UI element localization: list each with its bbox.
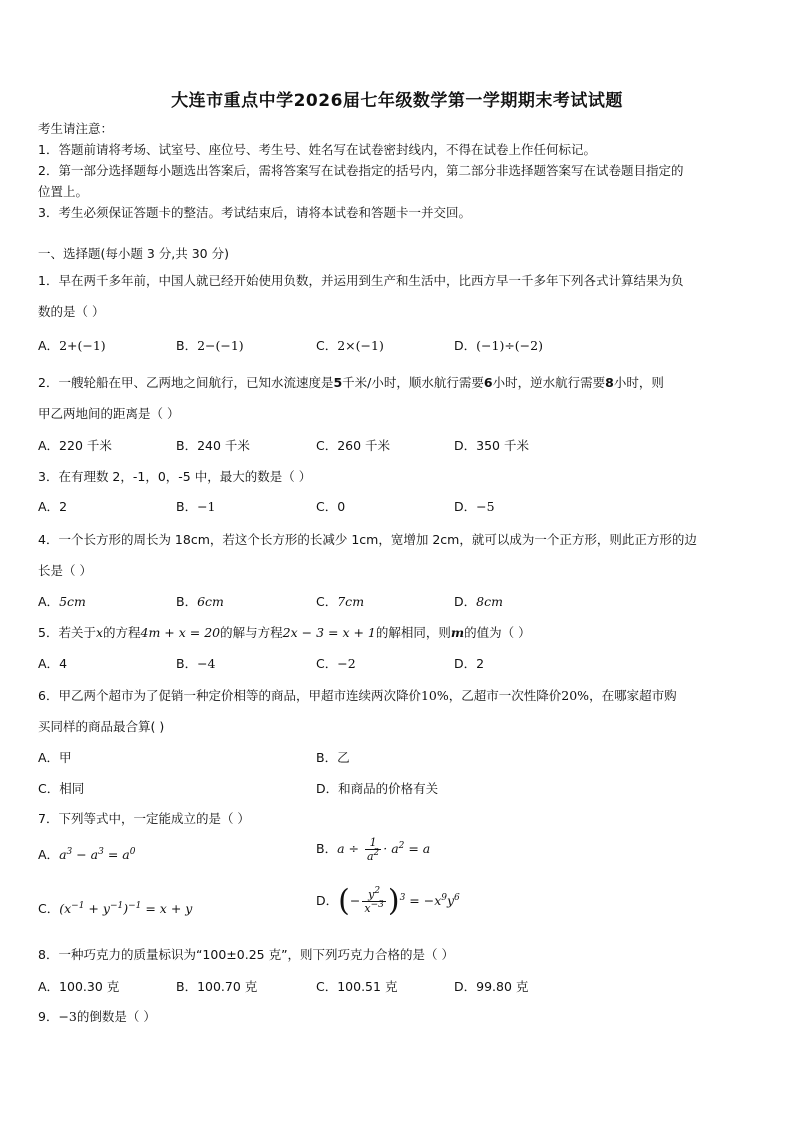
- option-8d: D．99.80 克: [454, 979, 529, 994]
- page-title: 大连市重点中学2026届七年级数学第一学期期末考试试题: [171, 91, 623, 111]
- question-5-text: 5．若关于x的方程4m + x = 20的解与方程2x − 3 = x + 1的解相同，则m的值为（ ）: [38, 625, 531, 640]
- question-9-text: 9．−3的倒数是（ ）: [38, 1009, 156, 1024]
- section-heading: 一、选择题(每小题 3 分,共 30 分): [38, 246, 229, 261]
- option-6b: B．乙: [316, 750, 350, 765]
- option-7a: A．$a^3 - a^3 = a^0$: [38, 847, 136, 862]
- option-6c: C．相同: [38, 781, 85, 796]
- option-3a: A．2: [38, 499, 68, 514]
- question-3-text: 3．在有理数 2，-1，0，-5 中，最大的数是（ ）: [38, 469, 312, 484]
- option-2a: A．220 千米: [38, 438, 112, 453]
- option-6d: D．和商品的价格有关: [316, 781, 439, 796]
- question-4-text-cont: 长是（ ）: [38, 563, 92, 578]
- option-7b: B．a ÷ $\frac{1}{a^2}$ · $a^2 = a$: [316, 836, 431, 863]
- question-1-text-cont: 数的是（ ）: [38, 304, 105, 319]
- notice-item-2-cont: 位置上。: [38, 184, 89, 199]
- option-3d: D．−5: [454, 499, 495, 514]
- option-5a: A．4: [38, 656, 68, 671]
- option-4c: C．7cm: [316, 594, 365, 609]
- notice-item-3: 3．考生必须保证答题卡的整洁。考试结束后，请将本试卷和答题卡一并交回。: [38, 205, 471, 220]
- option-5c: C．−2: [316, 656, 356, 671]
- option-1b: B．2−(−1): [176, 338, 244, 353]
- option-4d: D．8cm: [454, 594, 503, 609]
- question-1-text: 1．早在两千多年前，中国人就已经开始使用负数，并运用到生产和生活中，比西方早一千多年下列各式计算结果为负: [38, 273, 684, 288]
- option-4b: B．6cm: [176, 594, 224, 609]
- question-2-text-cont: 甲乙两地间的距离是（ ）: [38, 406, 180, 421]
- option-5d: D．2: [454, 656, 485, 671]
- question-7-text: 7．下列等式中，一定能成立的是（ ）: [38, 811, 250, 826]
- notice-item-1: 1．答题前请将考场、试室号、座位号、考生号、姓名写在试卷密封线内，不得在试卷上作任何标记。: [38, 142, 596, 157]
- option-1a: A．2+(−1): [38, 338, 106, 353]
- question-4-text: 4．一个长方形的周长为 18cm，若这个长方形的长减少 1cm，宽增加 2cm，就可以成为一个正方形，则此正方形的边: [38, 532, 697, 547]
- question-6-text-cont: 买同样的商品最合算( ): [38, 719, 165, 734]
- option-1d: D．(−1)÷(−2): [454, 338, 543, 353]
- option-4a: A．5cm: [38, 594, 86, 609]
- option-3b: B．−1: [176, 499, 216, 514]
- option-7d: D．(− $\frac{y^2}{x^{-3}}$ )$^3 = -x^9y^6$: [316, 883, 460, 919]
- notice-item-2: 2．第一部分选择题每小题选出答案后，需将答案写在试卷指定的括号内，第二部分非选择题答案写在试卷题目指定的: [38, 163, 684, 178]
- option-2b: B．240 千米: [176, 438, 250, 453]
- question-8-text: 8．一种巧克力的质量标识为“100±0.25 克”，则下列巧克力合格的是（ ）: [38, 947, 455, 962]
- option-6a: A．甲: [38, 750, 72, 765]
- option-8a: A．100.30 克: [38, 979, 120, 994]
- question-2-text: 2．一艘轮船在甲、乙两地之间航行，已知水流速度是5千米/小时，顺水航行需要6小时，逆水航行需要8小时，则: [38, 375, 664, 390]
- option-7c: C．$(x^{-1} + y^{-1})^{-1} = x + y$: [38, 901, 193, 916]
- option-8b: B．100.70 克: [176, 979, 258, 994]
- notice-heading: 考生请注意：: [38, 121, 114, 136]
- option-8c: C．100.51 克: [316, 979, 398, 994]
- option-2d: D．350 千米: [454, 438, 529, 453]
- option-5b: B．−4: [176, 656, 216, 671]
- option-2c: C．260 千米: [316, 438, 391, 453]
- question-6-text: 6．甲乙两个超市为了促销一种定价相等的商品，甲超市连续两次降价10%，乙超市一次性降价20%，在哪家超市购: [38, 688, 677, 703]
- option-3c: C．0: [316, 499, 346, 514]
- option-1c: C．2×(−1): [316, 338, 384, 353]
